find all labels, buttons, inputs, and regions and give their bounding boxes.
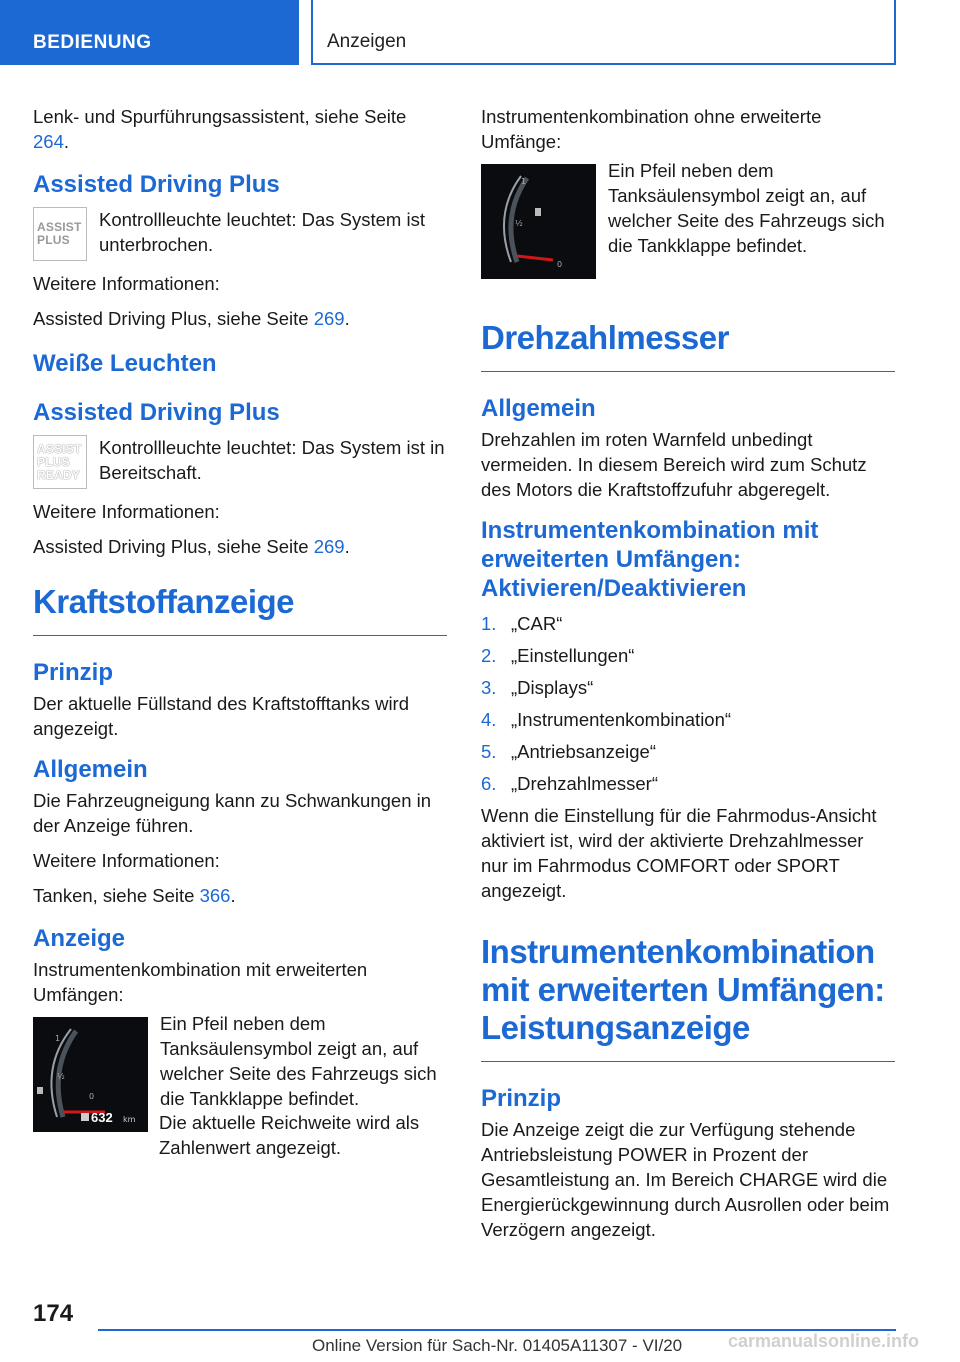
svg-text:½: ½ bbox=[57, 1072, 65, 1081]
heading-activate: Instrumentenkombination mit erweiterten Umfängen: Aktivieren/Deaktivieren bbox=[481, 517, 819, 602]
heading-power-display: Instrumentenkombination mit erweiterten Umfängen: Leistungsanzeige bbox=[481, 933, 895, 1062]
heading-white-lights: Weiße Leuchten bbox=[33, 350, 217, 377]
svg-text:1: 1 bbox=[521, 177, 527, 186]
intro-paragraph-right: Instrumentenkombination ohne erweiterte Umfänge: bbox=[481, 106, 822, 152]
heading-fuel-gauge: Kraftstoffanzeige bbox=[33, 583, 447, 636]
fuel-gauge-basic-image bbox=[481, 164, 596, 279]
step-item: 6. „Drehzahlmesser“ bbox=[481, 773, 659, 794]
heading-display: Anzeige bbox=[33, 925, 126, 952]
step-item: 2. „Einstellungen“ bbox=[481, 645, 635, 666]
indicator-row bbox=[33, 207, 447, 261]
assist-plus-icon: ASSIST PLUS bbox=[33, 207, 87, 261]
range-value: 632 bbox=[91, 1110, 113, 1125]
general-text-right: Drehzahlen im roten Warnfeld unbedingt vermeiden. In diesem Bereich wird zum Schutz des Motors die Kraftstoffzufuhr abgeregelt. bbox=[481, 429, 867, 500]
heading-assisted-driving-plus-2: Assisted Driving Plus bbox=[33, 399, 280, 426]
page-link-366[interactable]: 366 bbox=[199, 885, 231, 906]
display-text: Instrumentenkombination mit erweiterten Umfängen: bbox=[33, 959, 368, 1005]
principle-text-right: Die Anzeige zeigt die zur Verfügung stehende Antriebsleistung POWER in Prozent der Gesamtleistung an. Im Bereich CHARGE wird die Energierückgewinnung durch Ausrollen oder beim Verzögern angezeigt. bbox=[481, 1119, 890, 1240]
more-info-label-3: Weitere Informationen: bbox=[33, 850, 220, 871]
page-link-269-b[interactable]: 269 bbox=[313, 536, 345, 557]
page-link-269[interactable]: 269 bbox=[313, 308, 345, 329]
svg-text:0: 0 bbox=[557, 260, 563, 269]
svg-text:1: 1 bbox=[55, 1034, 61, 1043]
step-item: 1. „CAR“ bbox=[481, 613, 563, 634]
heading-general: Allgemein bbox=[33, 756, 148, 783]
fuel-gauge-extended-image bbox=[33, 1017, 148, 1132]
gauge-description: Ein Pfeil neben dem Tanksäulensymbol zeigt an, auf welcher Seite des Fahrzeugs sich die Tankklappe befindet. bbox=[160, 1013, 437, 1109]
indicator-description-2: Kontrollleuchte leuchtet: Das System ist in Bereitschaft. bbox=[99, 437, 445, 483]
more-info-label: Weitere Informationen: bbox=[33, 273, 220, 294]
heading-assisted-driving-plus: Assisted Driving Plus bbox=[33, 171, 280, 198]
section-tab[interactable]: BEDIENUNG bbox=[0, 0, 299, 65]
assist-plus-ready-icon: ASSIST PLUS READY bbox=[33, 435, 87, 489]
right-column bbox=[481, 104, 895, 1252]
intro-paragraph: Lenk- und Spurführungsassistent, siehe Seite 264. bbox=[33, 106, 407, 152]
watermark: carmanualsonline.info bbox=[728, 1331, 920, 1351]
setting-text: Wenn die Einstellung für die Fahrmodus-Ansicht aktiviert ist, wird der aktivierte Drehzahlmesser nur im Fahrmodus COMFORT oder SPORT angezeigt. bbox=[481, 805, 877, 901]
heading-principle: Prinzip bbox=[33, 659, 114, 686]
step-item: 3. „Displays“ bbox=[481, 677, 594, 698]
gauge-description-right: Ein Pfeil neben dem Tanksäulensymbol zeigt an, auf welcher Seite des Fahrzeugs sich die Tankklappe befindet. bbox=[608, 160, 885, 256]
step-item: 5. „Antriebsanzeige“ bbox=[481, 741, 656, 762]
svg-text:½: ½ bbox=[515, 219, 523, 228]
indicator-row-2 bbox=[33, 435, 447, 489]
page-number: 174 bbox=[33, 1300, 74, 1327]
svg-text:0: 0 bbox=[89, 1092, 95, 1101]
indicator-description: Kontrollleuchte leuchtet: Das System ist unterbrochen. bbox=[99, 209, 425, 255]
step-item: 4. „Instrumentenkombination“ bbox=[481, 709, 732, 730]
topic-tab[interactable]: Anzeigen bbox=[311, 0, 896, 65]
settings-steps bbox=[481, 611, 895, 796]
principle-text: Der aktuelle Füllstand des Kraftstofftanks wird angezeigt. bbox=[33, 693, 409, 739]
heading-general-right: Allgemein bbox=[481, 395, 596, 422]
range-text: Die aktuelle Reichweite wird als Zahlenwert angezeigt. bbox=[159, 1112, 420, 1158]
left-column bbox=[33, 104, 447, 1170]
reference-3: Tanken, siehe Seite 366. bbox=[33, 885, 236, 906]
reference-2: Assisted Driving Plus, siehe Seite 269. bbox=[33, 536, 350, 557]
reference: Assisted Driving Plus, siehe Seite 269. bbox=[33, 308, 350, 329]
range-unit: km bbox=[123, 1115, 136, 1124]
heading-principle-right: Prinzip bbox=[481, 1085, 562, 1112]
more-info-label-2: Weitere Informationen: bbox=[33, 501, 220, 522]
page-link-264[interactable]: 264 bbox=[33, 131, 64, 152]
footer-online-version: Online Version für Sach-Nr. 01405A11307 - VI/20 bbox=[312, 1336, 683, 1355]
fuel-gauge-row-right bbox=[481, 160, 895, 279]
heading-tachometer: Drehzahlmesser bbox=[481, 319, 895, 372]
general-text: Die Fahrzeugneigung kann zu Schwankungen in der Anzeige führen. bbox=[33, 790, 432, 836]
